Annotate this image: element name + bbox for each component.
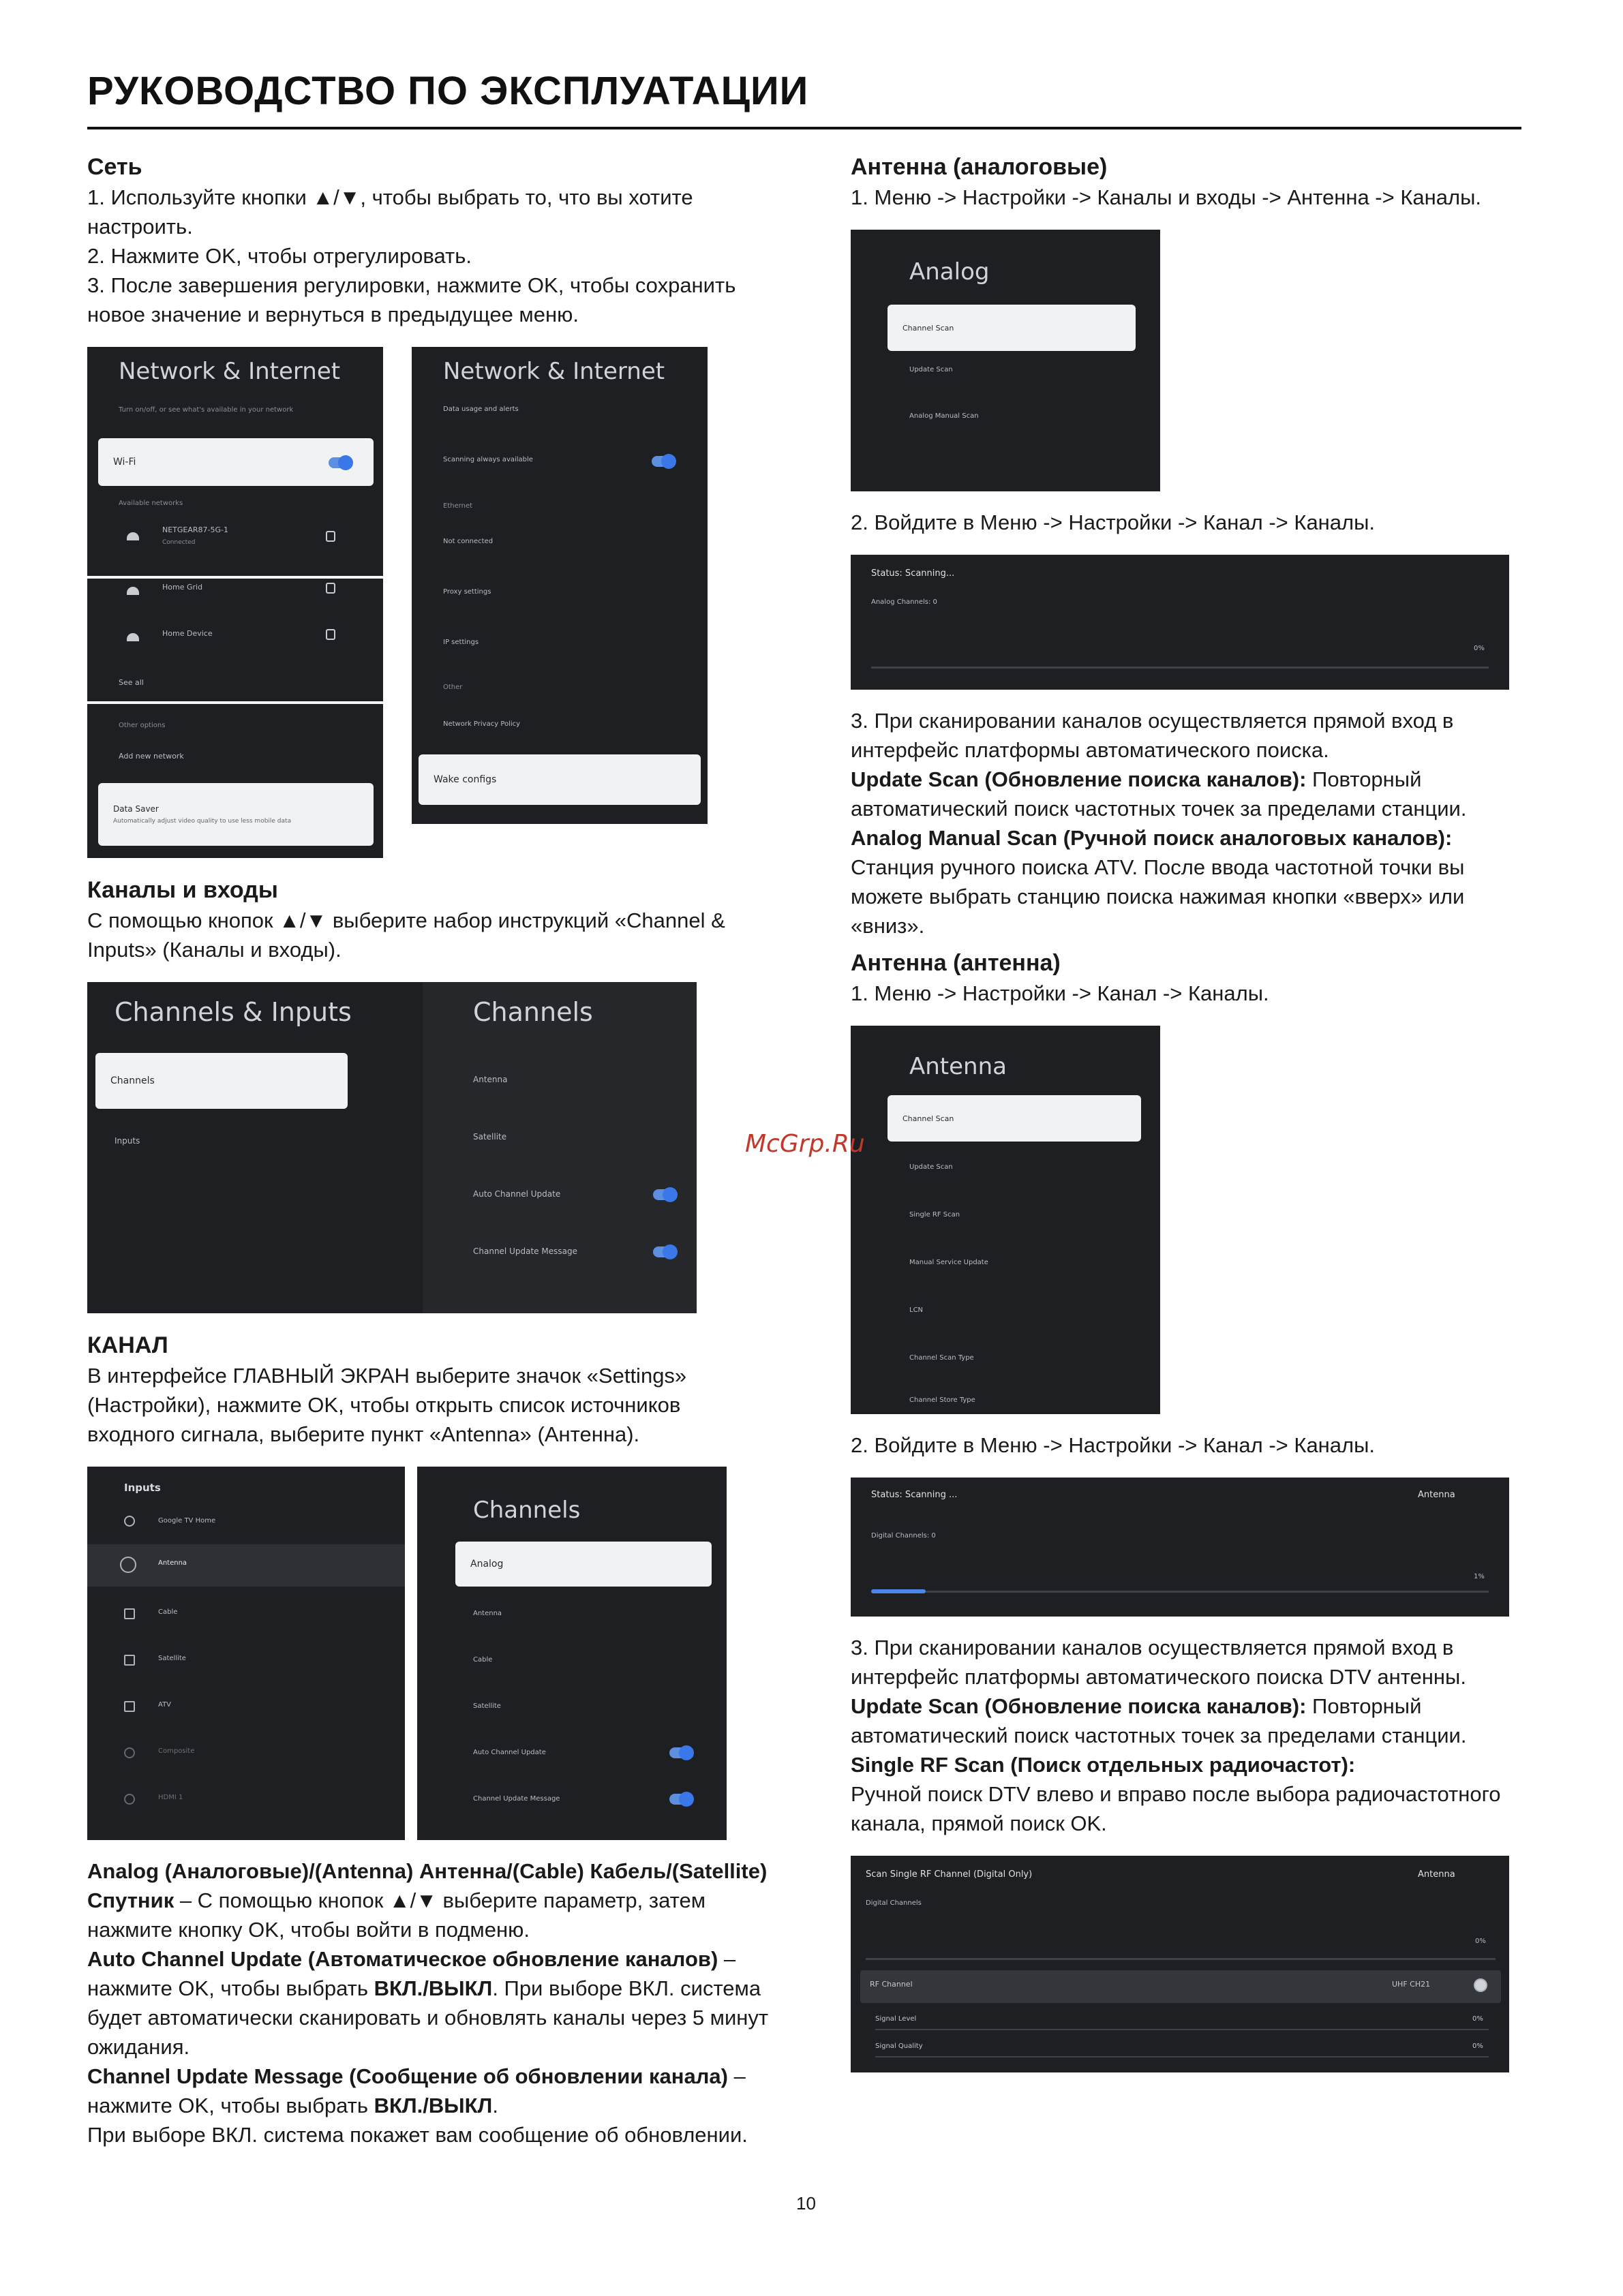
paragraph-sources: Analog (Аналоговые)/(Antenna) Антенна/(Cable) Кабель/(Satellite) Спутник – С помощью кнопок ▲/▼ выберите параметр, затем нажмите кнопку OK, чтобы войти в подменю.: [87, 1859, 768, 1942]
channels-screen-2: Channels Analog Antenna Cable Satellite Auto Channel Update Channel Update Message: [417, 1467, 727, 1840]
left-column: [87, 144, 769, 2149]
inputs-screen: Inputs Google TV Home Antenna Cable Satellite ATV Composite HDMI 1: [87, 1467, 405, 1840]
single-rf-text: Ручной поиск DTV влево и вправо после выбора радиочастотного канала, прямой поиск OK.: [851, 1782, 1501, 1835]
scan-progress-fill: [871, 1589, 926, 1593]
composite-icon: [124, 1747, 135, 1758]
network-screens: [87, 347, 769, 858]
network-step-3: 3. После завершения регулировки, нажмите OK, чтобы сохранить новое значение и вернуться в предыдущее меню.: [87, 273, 736, 326]
wake-configs-item[interactable]: Wake configs: [419, 754, 701, 805]
scan-progress-track: [871, 667, 1489, 669]
channels-inputs-text: С помощью кнопок ▲/▼ выберите набор инструкций «Channel & Inputs» (Каналы и входы).: [87, 908, 725, 962]
rf-screen-wrap: [851, 1856, 1532, 2072]
atv-icon: [124, 1701, 135, 1712]
update-scan-2-paragraph: Update Scan (Обновление поиска каналов): Повторный автоматический поиск частотных точек за пределами станции.: [851, 1694, 1467, 1747]
home-icon: [124, 1516, 135, 1527]
data-saver-item[interactable]: Data Saver Automatically adjust video quality to use less mobile data: [98, 783, 374, 846]
analog-scan-screen: Status: Scanning... Analog Channels: 0 0%: [851, 555, 1509, 690]
page-title: РУКОВОДСТВО ПО ЭКСПЛУАТАЦИИ: [87, 69, 809, 113]
antenna-scan-screen: Status: Scanning ... Antenna Digital Channels: 0 1%: [851, 1478, 1509, 1617]
channels-inputs-screens: [87, 982, 769, 1313]
antenna-screen: Antenna Channel Scan Update Scan Single RF Scan Manual Service Update LCN Channel Scan Type Channel Store Type: [851, 1026, 1160, 1414]
analog-heading: Антенна (аналоговые): [851, 154, 1108, 180]
paragraph-auto-update: Auto Channel Update (Автоматическое обновление каналов) – нажмите OK, чтобы выбрать ВКЛ./ВЫКЛ. При выборе ВКЛ. система будет автоматически сканировать и обновлять каналы через 5 минут ожидания.: [87, 1947, 769, 2059]
auto-update-toggle[interactable]: [669, 1747, 693, 1758]
lock-icon: [326, 583, 335, 594]
antenna-scan-wrap: [851, 1478, 1532, 1617]
single-rf-screen: Scan Single RF Channel (Digital Only) Antenna Digital Channels 0% RF Channel UHF CH21 Signal Level 0% Signal Quality 0%: [851, 1856, 1509, 2072]
update-scan-paragraph: Update Scan (Обновление поиска каналов): Повторный автоматический поиск частотных точек за пределами станции.: [851, 767, 1467, 821]
antenna-step-3: 3. При сканировании каналов осуществляется прямой вход в интерфейс платформы автоматического поиска DTV антенны.: [851, 1636, 1466, 1689]
auto-update-toggle[interactable]: [653, 1189, 676, 1200]
network-step-2: 2. Нажмите OK, чтобы отрегулировать.: [87, 244, 472, 268]
analog-step-1: 1. Меню -> Настройки -> Каналы и входы -> Антенна -> Каналы.: [851, 185, 1481, 209]
wifi-icon: [127, 532, 139, 540]
arrow-selector-icon[interactable]: [1474, 1978, 1487, 1992]
network-screen-2: Network & Internet Data usage and alerts Scanning always available Ethernet Not connected Proxy settings IP settings Other Network Privacy Policy Wake configs: [412, 347, 708, 824]
analog-item[interactable]: Analog: [455, 1542, 712, 1587]
analog-step-3: 3. При сканировании каналов осуществляется прямой вход в интерфейс платформы автоматического поиска.: [851, 709, 1454, 762]
network-heading: Сеть: [87, 154, 142, 180]
analog-screen: Analog Channel Scan Update Scan Analog Manual Scan: [851, 230, 1160, 491]
analog-step-2: 2. Войдите в Меню -> Настройки -> Канал -> Каналы.: [851, 510, 1376, 534]
antenna-step-2: 2. Войдите в Меню -> Настройки -> Канал -> Каналы.: [851, 1433, 1376, 1457]
antenna-channel-scan-item[interactable]: Channel Scan: [888, 1095, 1141, 1142]
analog-screen-wrap: [851, 230, 1532, 491]
inputs-screens: [87, 1467, 769, 1840]
channels-item[interactable]: Channels: [95, 1053, 348, 1109]
kanal-heading: КАНАЛ: [87, 1332, 168, 1358]
paragraph-update-message: Channel Update Message (Сообщение об обновлении канала) – нажмите OK, чтобы выбрать ВКЛ./ВЫКЛ.: [87, 2064, 746, 2117]
lock-icon: [326, 629, 335, 640]
wifi-toggle[interactable]: [329, 457, 352, 468]
analog-manual-paragraph: Analog Manual Scan (Ручной поиск аналоговых каналов): Станция ручного поиска ATV. После ввода частотной точки вы можете выбрать станцию поиска нажимая кнопки «вверх» или «вниз».: [851, 826, 1465, 938]
rf-channel-row[interactable]: RF Channel UHF CH21: [860, 1970, 1501, 2003]
lock-icon: [326, 531, 335, 542]
antenna-icon: [120, 1557, 136, 1573]
single-rf-heading: Single RF Scan (Поиск отдельных радиочастот):: [851, 1753, 1356, 1777]
scanning-toggle[interactable]: [652, 456, 675, 467]
antenna-step-1: 1. Меню -> Настройки -> Канал -> Каналы.: [851, 981, 1269, 1005]
channels-inputs-screen: Channels & Inputs Channels Inputs Channels Antenna Satellite Auto Channel Update Channel Update Message: [87, 982, 697, 1313]
update-message-toggle[interactable]: [669, 1794, 693, 1805]
channel-scan-item[interactable]: Channel Scan: [888, 305, 1136, 351]
rf-progress-track: [866, 1958, 1496, 1960]
antenna-screen-wrap: [851, 1026, 1532, 1414]
scan-progress-track: [871, 1591, 1489, 1593]
hdmi-icon: [124, 1794, 135, 1805]
channels-inputs-heading: Каналы и входы: [87, 877, 278, 903]
antenna-heading: Антенна (антенна): [851, 950, 1061, 976]
cable-icon: [124, 1608, 135, 1619]
wifi-item[interactable]: Wi-Fi: [98, 438, 374, 486]
satellite-icon: [124, 1655, 135, 1666]
right-column: [851, 144, 1532, 2089]
wifi-icon: [127, 633, 139, 641]
wifi-icon: [127, 587, 139, 595]
paragraph-update-message-note: При выборе ВКЛ. система покажет вам сообщение об обновлении.: [87, 2123, 748, 2147]
network-step-1: 1. Используйте кнопки ▲/▼, чтобы выбрать то, что вы хотите настроить.: [87, 185, 693, 239]
update-message-toggle[interactable]: [653, 1246, 676, 1257]
page-number: 10: [796, 2193, 816, 2214]
analog-scan-wrap: [851, 555, 1532, 690]
network-screen-1: Network & Internet Turn on/off, or see what's available in your network Wi-Fi Available networks NETGEAR87-5G-1 Connected Home Grid Home Device See all Other options Add new network Data Saver Automatically adjust video quality to use less mobile data: [87, 347, 383, 858]
title-rule: [87, 127, 1521, 129]
watermark: McGrp.Ru: [745, 1130, 865, 1158]
kanal-text: В интерфейсе ГЛАВНЫЙ ЭКРАН выберите значок «Settings» (Настройки), нажмите OK, чтобы открыть список источников входного сигнала, выберите пункт «Antenna» (Антенна).: [87, 1364, 687, 1446]
